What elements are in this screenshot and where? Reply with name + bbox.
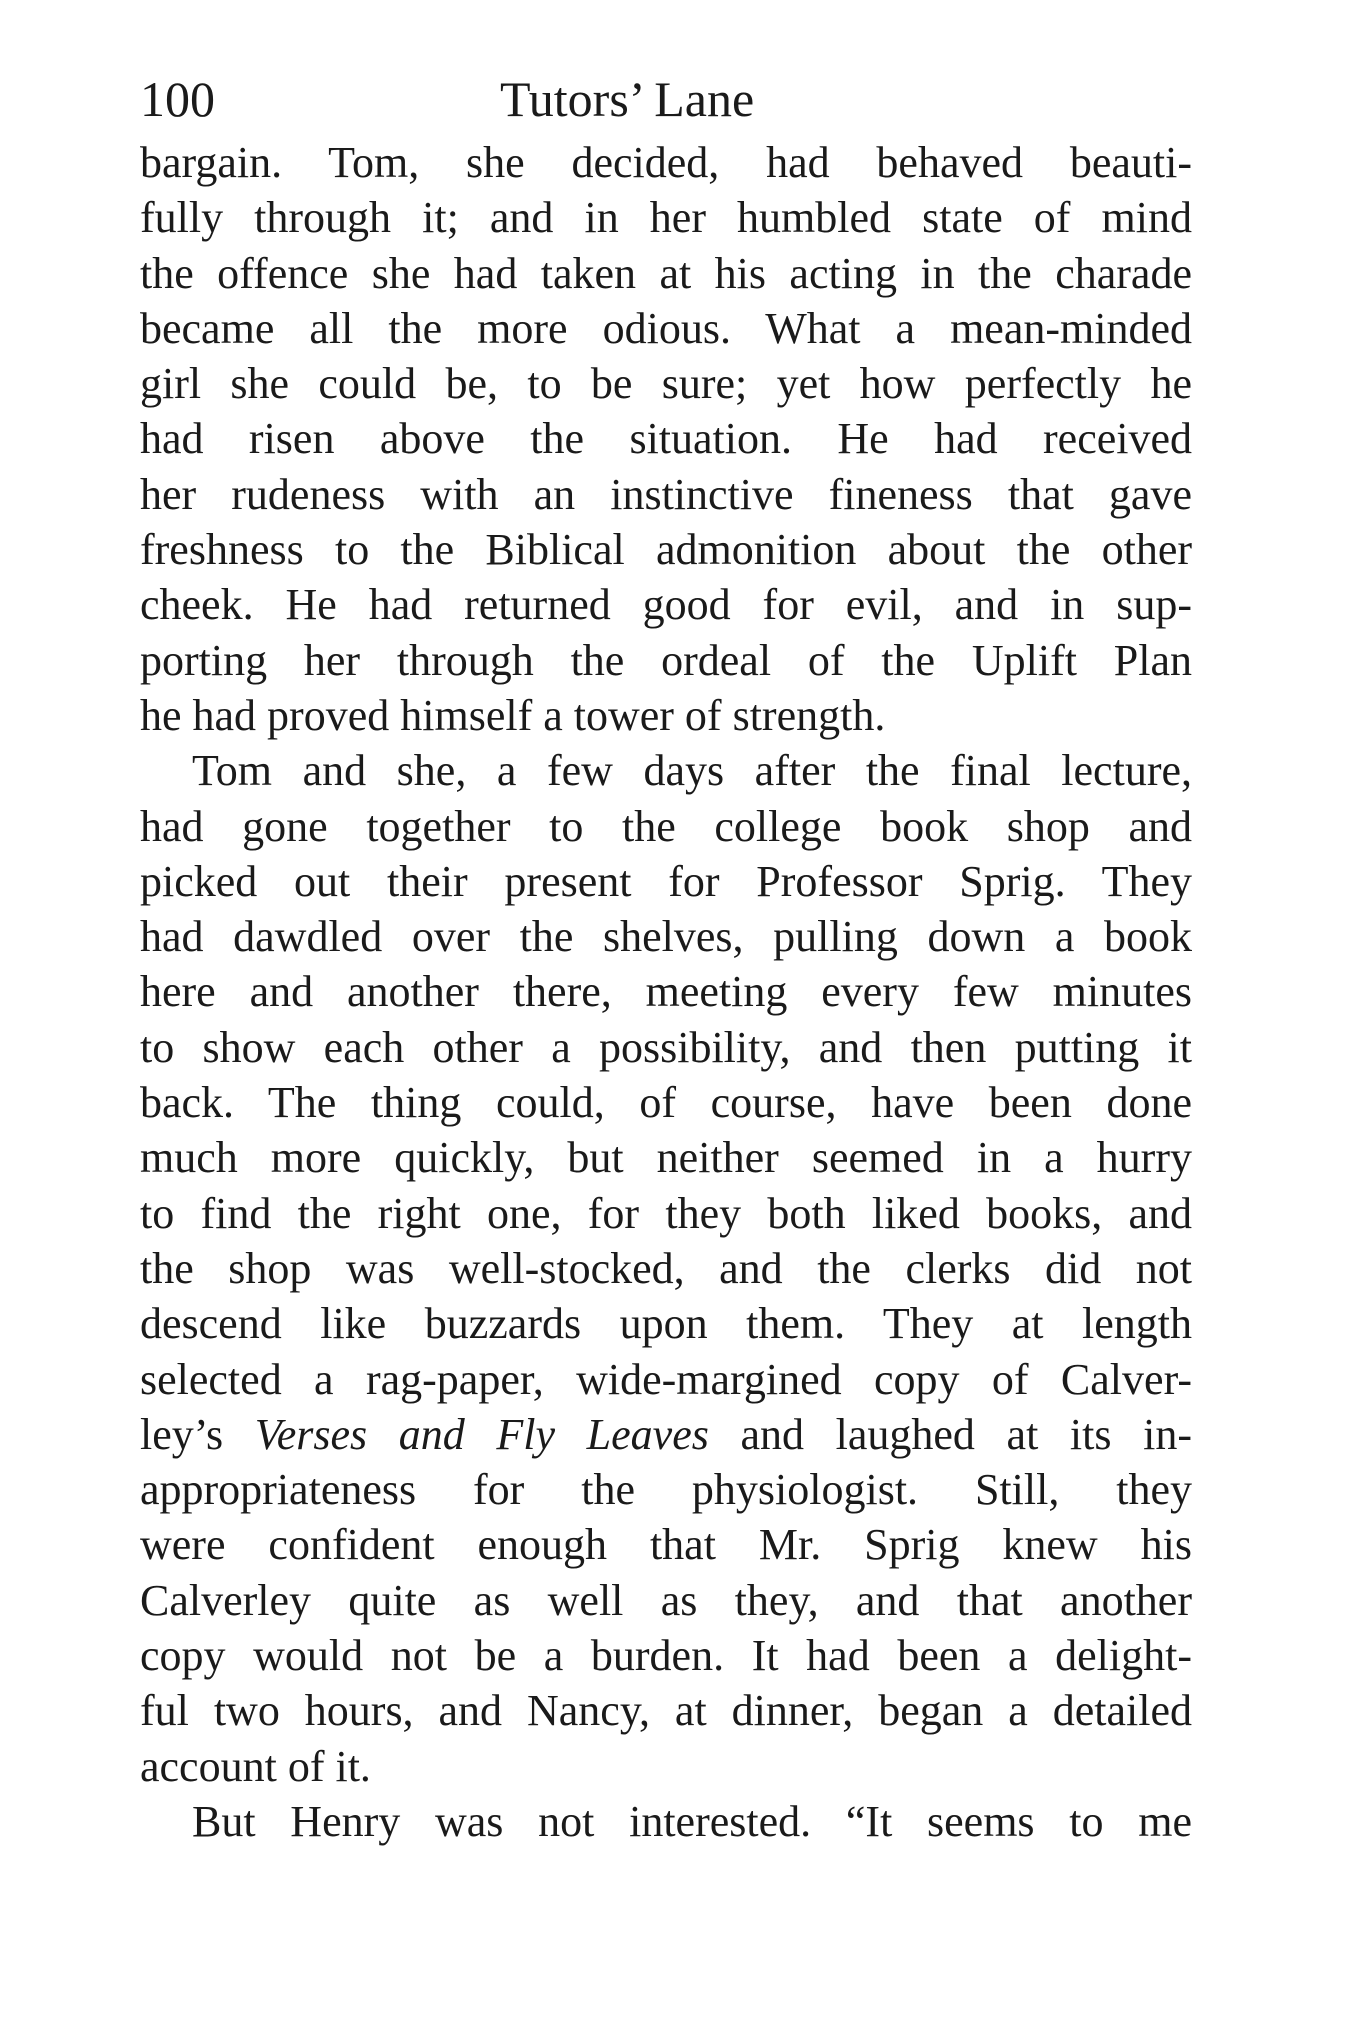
text-line: porting her through the ordeal of the Uplift Plan bbox=[140, 635, 1192, 685]
text-segment: and laughed at its in- bbox=[708, 1409, 1192, 1459]
text-line: account of it. bbox=[140, 1741, 371, 1791]
text-line: to find the right one, for they both liked books, and bbox=[140, 1188, 1192, 1238]
text-line: he had proved himself a tower of strength. bbox=[140, 690, 886, 740]
text-line: selected a rag-paper, wide-margined copy of Calver- bbox=[140, 1354, 1192, 1404]
text-segment: ley’s bbox=[140, 1409, 255, 1459]
text-line: ful two hours, and Nancy, at dinner, began a detailed bbox=[140, 1686, 1192, 1736]
running-title: Tutors’ Lane bbox=[500, 71, 755, 127]
text-line-with-book-title bbox=[140, 1407, 1192, 1462]
text-line: the shop was well-stocked, and the clerks did not bbox=[140, 1243, 1192, 1293]
text-line: cheek. He had returned good for evil, and in sup- bbox=[140, 580, 1192, 630]
text-line: much more quickly, but neither seemed in a hurry bbox=[140, 1133, 1192, 1183]
text-line: freshness to the Biblical admonition about the other bbox=[140, 525, 1192, 575]
body-text bbox=[140, 135, 1192, 1849]
text-line: had risen above the situation. He had received bbox=[140, 414, 1192, 464]
text-line: had gone together to the college book shop and bbox=[140, 801, 1192, 851]
paragraph-start-line: Tom and she, a few days after the final lecture, bbox=[192, 746, 1192, 796]
text-line: fully through it; and in her humbled state of mind bbox=[140, 193, 1192, 243]
text-line: back. The thing could, of course, have been done bbox=[140, 1078, 1192, 1128]
text-line: became all the more odious. What a mean-minded bbox=[140, 303, 1192, 353]
text-line: her rudeness with an instinctive fineness that gave bbox=[140, 469, 1192, 519]
page-header bbox=[140, 64, 1192, 134]
text-line: bargain. Tom, she decided, had behaved beauti- bbox=[140, 138, 1192, 187]
text-line: descend like buzzards upon them. They at length bbox=[140, 1299, 1192, 1349]
text-line: had dawdled over the shelves, pulling down a book bbox=[140, 912, 1192, 962]
text-line: copy would not be a burden. It had been a delight- bbox=[140, 1631, 1192, 1681]
text-line: Calverley quite as well as they, and that another bbox=[140, 1575, 1192, 1625]
text-line: to show each other a possibility, and then putting it bbox=[140, 1022, 1192, 1072]
book-title-italic: Verses and Fly Leaves bbox=[254, 1409, 709, 1459]
text-line: were confident enough that Mr. Sprig knew his bbox=[140, 1520, 1192, 1570]
text-line: here and another there, meeting every few minutes bbox=[140, 967, 1192, 1017]
page-number: 100 bbox=[140, 71, 215, 127]
text-line: the offence she had taken at his acting in the charade bbox=[140, 248, 1192, 298]
paragraph-start-line: But Henry was not interested. “It seems to me bbox=[192, 1796, 1192, 1846]
text-line: appropriateness for the physiologist. Still, they bbox=[140, 1465, 1192, 1515]
text-line: girl she could be, to be sure; yet how perfectly he bbox=[140, 359, 1192, 409]
text-line: picked out their present for Professor Sprig. They bbox=[140, 856, 1192, 906]
